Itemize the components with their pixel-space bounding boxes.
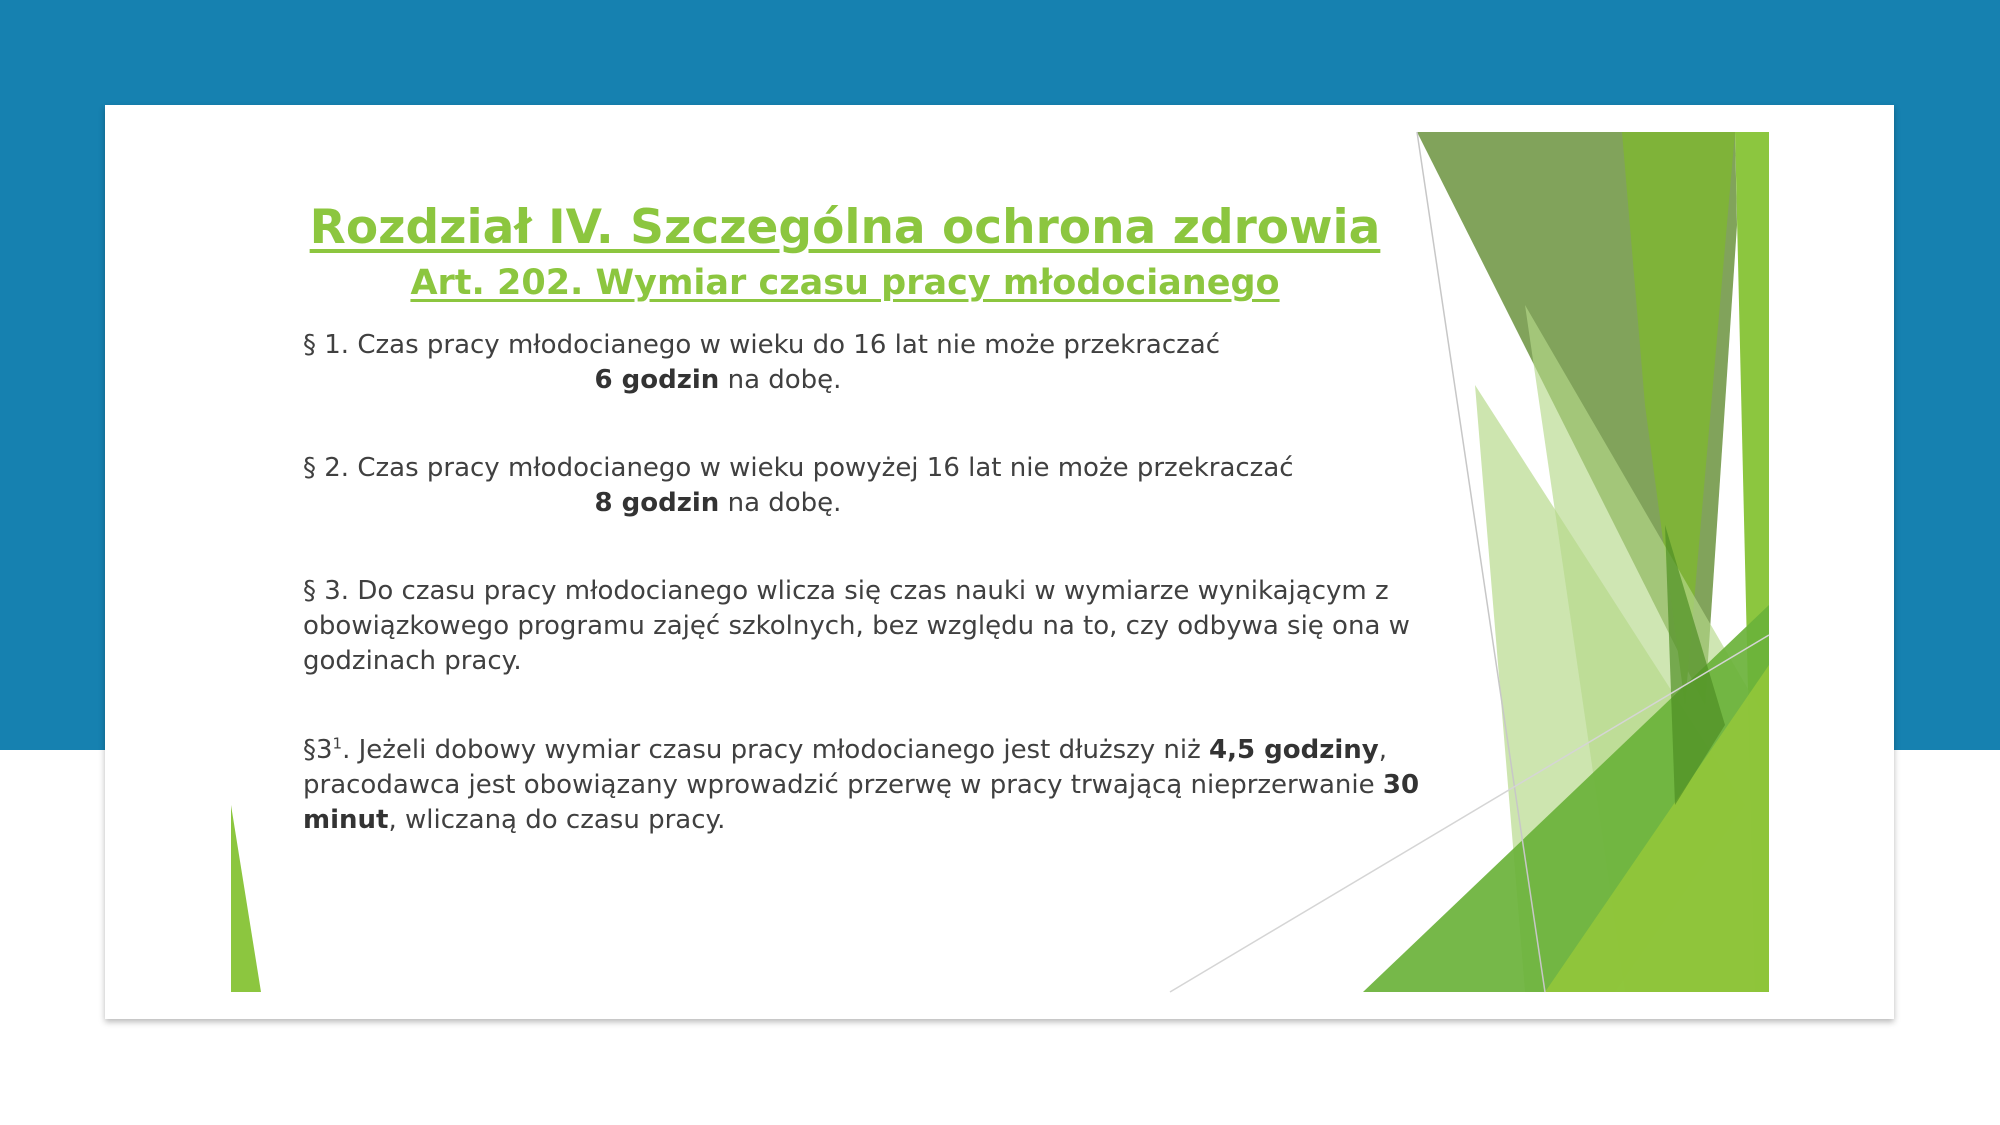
paragraph-1-line2 bbox=[303, 363, 1463, 398]
paragraph-3: § 3. Do czasu pracy młodocianego wlicza się czas nauki w wymiarze wynikającym z obowiązkowego programu zajęć szkolnych, bez względu na to, czy odbywa się ona w godzinach pracy. bbox=[303, 576, 1410, 676]
paragraph-4-prefix: §3 bbox=[303, 735, 333, 765]
paragraph-4-bold-1: 4,5 godziny bbox=[1209, 735, 1379, 765]
paragraph-2 bbox=[303, 451, 1463, 521]
paragraph-4-text: . Jeżeli dobowy wymiar czasu pracy młodocianego jest dłuższy niż bbox=[342, 735, 1210, 765]
paragraph-1-bold: 6 godzin bbox=[594, 365, 720, 395]
paragraph-4-tail: , wliczaną do czasu pracy. bbox=[388, 805, 726, 835]
paragraph-1-text: § 1. Czas pracy młodocianego w wieku do 16 lat nie może przekraczać bbox=[303, 330, 1221, 360]
slide bbox=[105, 105, 1894, 1019]
paragraph-2-text: § 2. Czas pracy młodocianego w wieku powyżej 16 lat nie może przekraczać bbox=[303, 453, 1294, 483]
paragraph-2-tail: na dobę. bbox=[719, 488, 842, 518]
slide-subtitle: Art. 202. Wymiar czasu pracy młodocianego bbox=[410, 263, 1280, 303]
paragraph-2-bold: 8 godzin bbox=[594, 488, 720, 518]
paragraph-4-sup: 1 bbox=[332, 734, 343, 753]
left-sliver-shape bbox=[231, 805, 261, 992]
paragraph-4-bold-2: 30 minut bbox=[303, 770, 1420, 835]
paragraph-2-line2 bbox=[303, 486, 1463, 521]
paragraph-4 bbox=[303, 733, 1463, 838]
paragraph-1-tail: na dobę. bbox=[719, 365, 842, 395]
paragraph-1 bbox=[303, 328, 1463, 398]
paragraph-4-mid: , pracodawca jest obowiązany wprowadzić przerwę w pracy trwającą nieprzerwanie bbox=[303, 735, 1388, 800]
slide-title: Rozdział IV. Szczególna ochrona zdrowia bbox=[309, 200, 1381, 255]
